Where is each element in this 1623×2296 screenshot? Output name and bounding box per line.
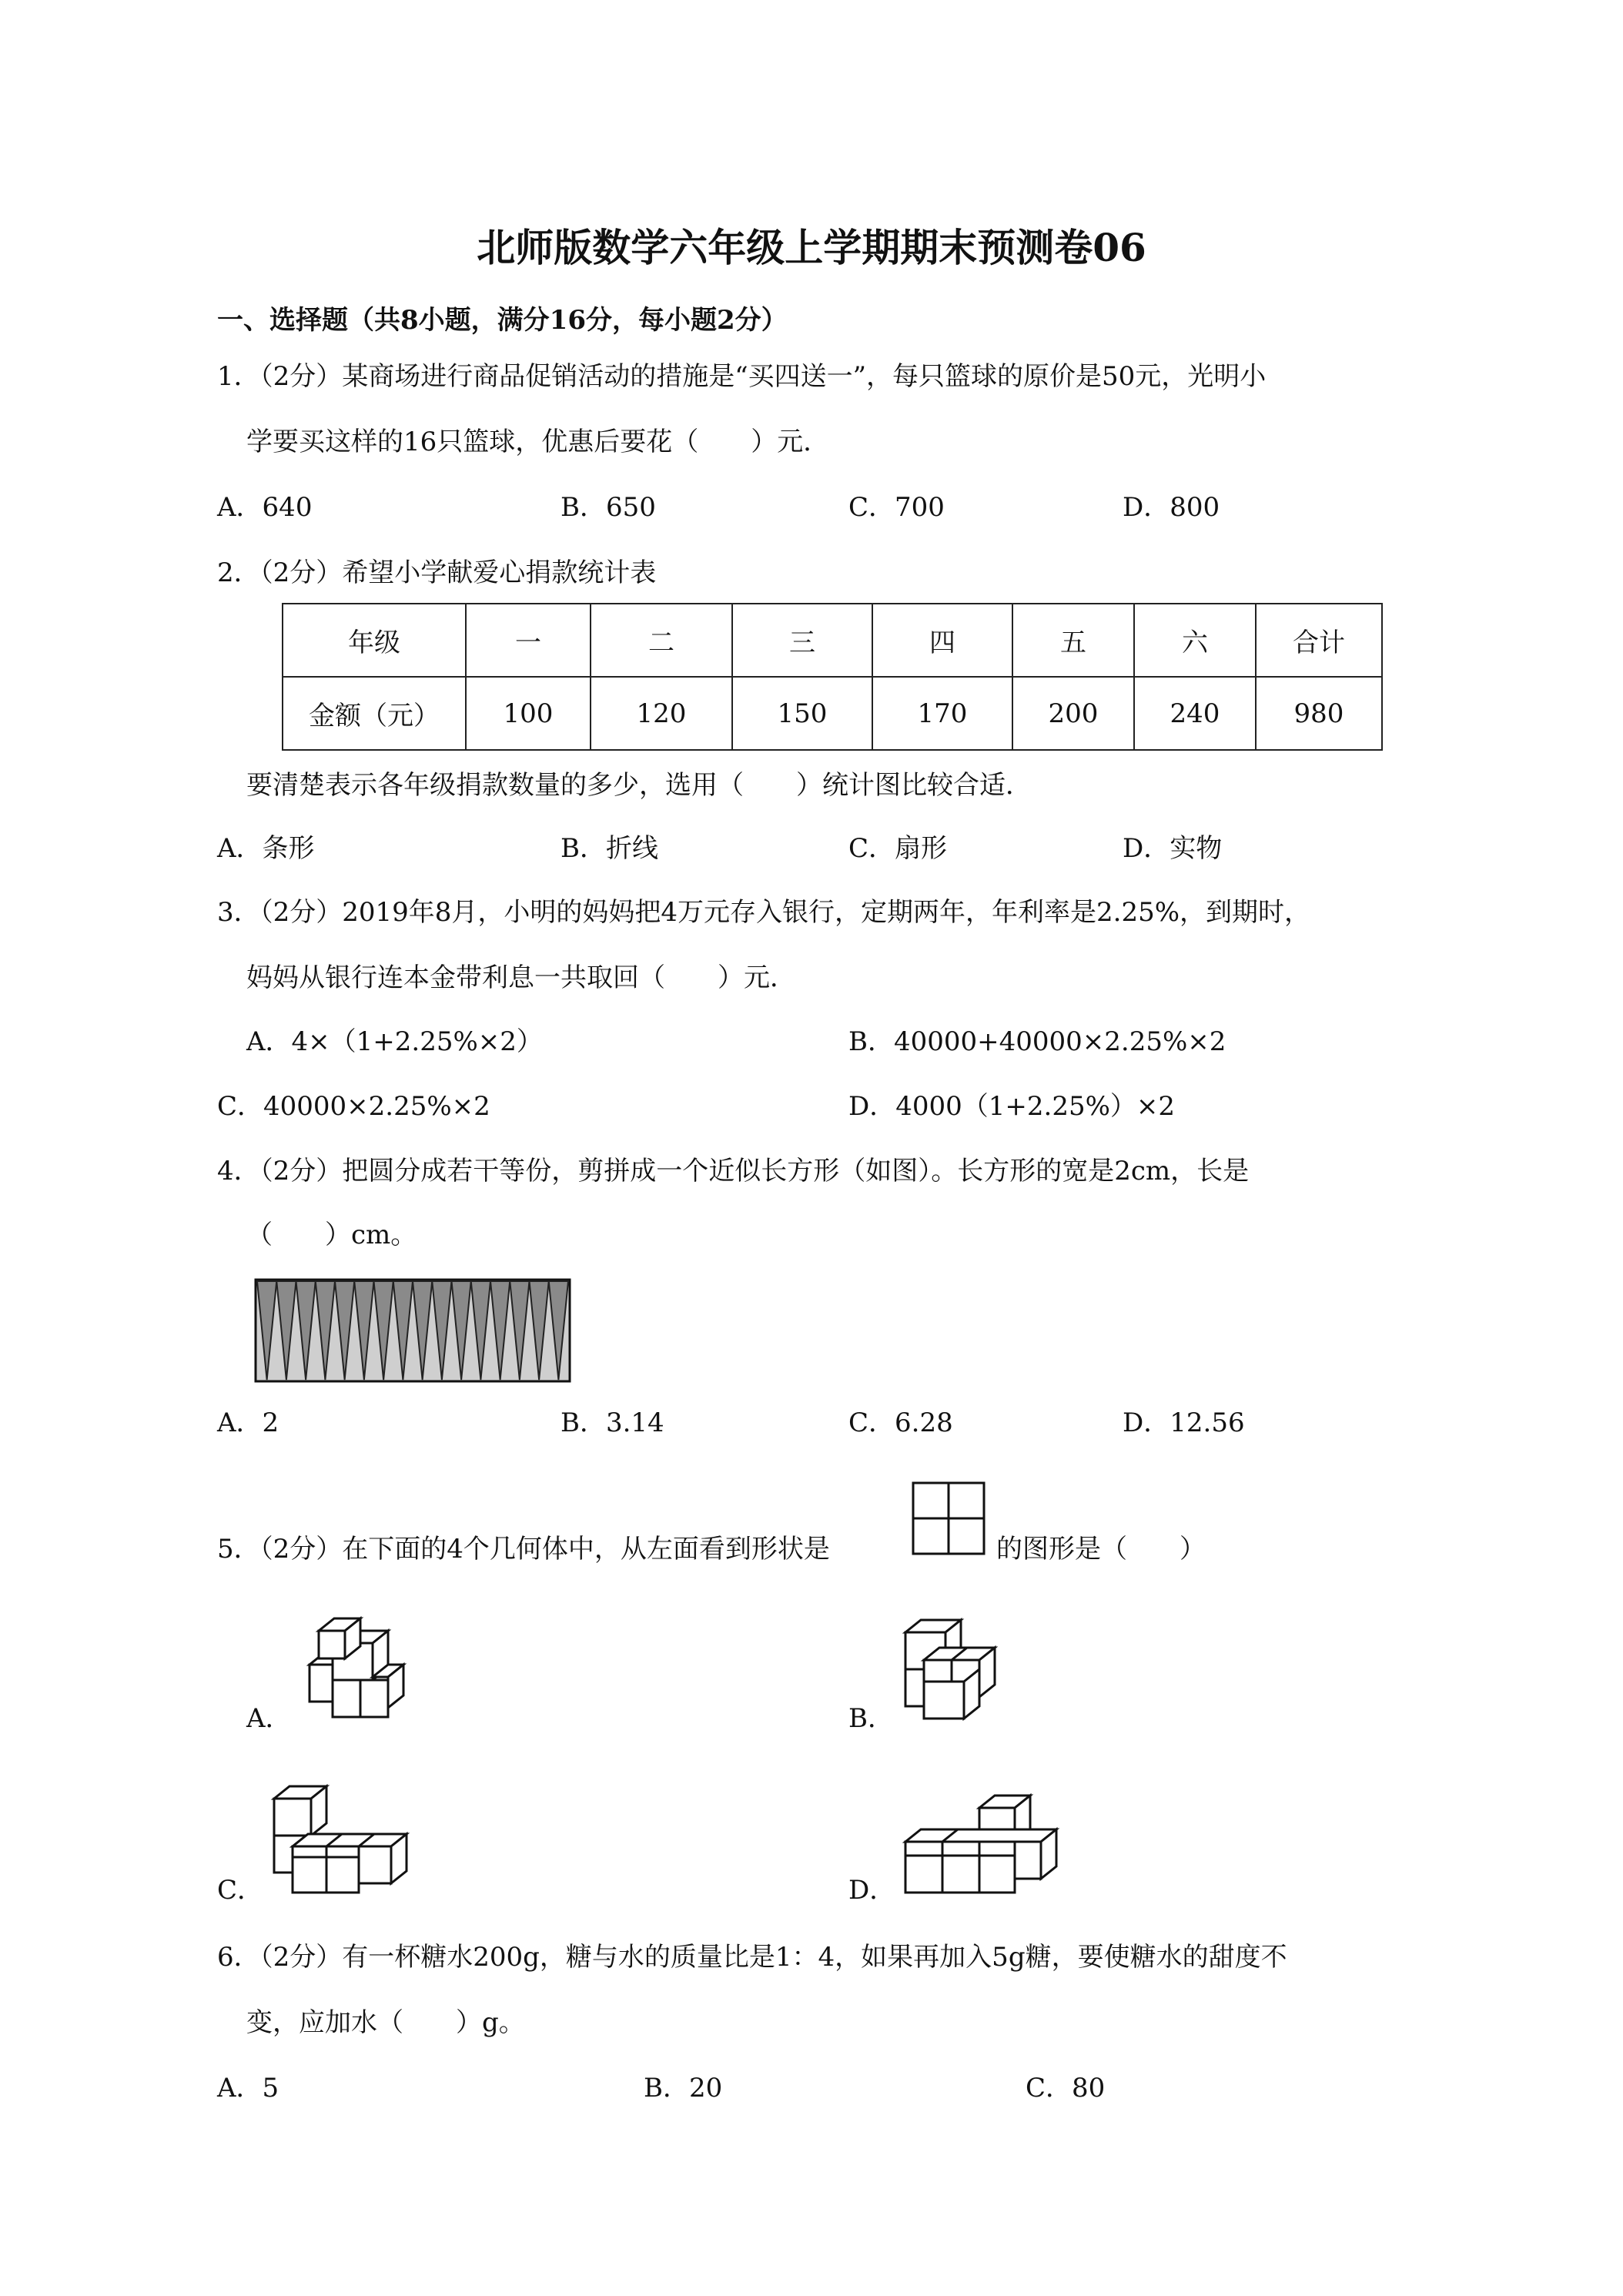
- q5-option-c[interactable]: C．: [217, 1875, 264, 1906]
- q6-option-a[interactable]: A．5: [217, 2073, 279, 2104]
- table-cell: 合计: [1256, 604, 1382, 677]
- q4-option-d[interactable]: D．12.56: [1123, 1407, 1245, 1438]
- donation-table: [282, 603, 1383, 751]
- circle-rectangle-figure: [254, 1278, 571, 1383]
- q5-option-d[interactable]: D．: [848, 1875, 896, 1906]
- q5-option-a[interactable]: A．: [246, 1703, 292, 1734]
- table-cell: 980: [1256, 677, 1382, 750]
- q1-option-d[interactable]: D．800: [1123, 492, 1220, 523]
- q3-stem-line2: 妈妈从银行连本金带利息一共取回（ ）元．: [246, 962, 796, 993]
- solid-figure-c: [271, 1783, 413, 1896]
- table-cell: 年级: [283, 604, 466, 677]
- q6-option-b[interactable]: B．20: [644, 2073, 723, 2104]
- table-cell: 四: [872, 604, 1012, 677]
- q5-stem-part1: 5．（2分）在下面的4个几何体中，从左面看到形状是: [217, 1534, 830, 1565]
- q2-stem-line1: 2．（2分）希望小学献爱心捐款统计表: [217, 557, 657, 588]
- table-row: [283, 604, 1382, 677]
- table-cell: 二: [591, 604, 732, 677]
- table-cell: 170: [872, 677, 1012, 750]
- q2-option-a[interactable]: A．条形: [217, 833, 315, 864]
- table-cell: 三: [732, 604, 872, 677]
- q5-stem-part2: 的图形是（ ）: [996, 1534, 1206, 1565]
- q2-option-c[interactable]: C．扇形: [848, 833, 948, 864]
- q3-option-d[interactable]: D．4000（1+2.25%）×2: [848, 1091, 1176, 1122]
- table-cell: 五: [1012, 604, 1134, 677]
- table-cell: 150: [732, 677, 872, 750]
- q5-option-b[interactable]: B．: [848, 1703, 894, 1734]
- table-cell: 一: [466, 604, 591, 677]
- q1-option-b[interactable]: B．650: [561, 492, 656, 523]
- q6-stem-line2: 变，应加水（ ）g。: [246, 2007, 525, 2038]
- q4-option-c[interactable]: C．6.28: [848, 1407, 953, 1438]
- q3-stem-line1: 3．（2分）2019年8月，小明的妈妈把4万元存入银行，定期两年，年利率是2.25%，到期时，: [217, 897, 1311, 928]
- table-cell: 100: [466, 677, 591, 750]
- q4-stem-line1: 4．（2分）把圆分成若干等份，剪拼成一个近似长方形（如图）。长方形的宽是2cm，长是: [217, 1156, 1250, 1186]
- solid-figure-d: [902, 1792, 1061, 1896]
- table-cell: 200: [1012, 677, 1134, 750]
- q6-stem-line1: 6．（2分）有一杯糖水200g，糖与水的质量比是1：4，如果再加入5g糖，要使糖水的甜度不: [217, 1942, 1287, 1973]
- table-cell: 六: [1134, 604, 1256, 677]
- q3-option-b[interactable]: B．40000+40000×2.25%×2: [848, 1026, 1226, 1057]
- table-cell: 240: [1134, 677, 1256, 750]
- page-title: 北师版数学六年级上学期期末预测卷06: [477, 225, 1146, 270]
- q4-stem-line2: （ ）cm。: [246, 1220, 417, 1250]
- q1-stem-line2: 学要买这样的16只篮球，优惠后要花（ ）元．: [246, 427, 830, 457]
- table-row: [283, 677, 1382, 750]
- q3-option-c[interactable]: C．40000×2.25%×2: [217, 1091, 490, 1122]
- q3-option-a[interactable]: A．4×（1+2.25%×2）: [246, 1026, 543, 1057]
- q1-stem-line1: 1．（2分）某商场进行商品促销活动的措施是“买四送一”，每只篮球的原价是50元，光明小: [217, 361, 1267, 392]
- q2-option-b[interactable]: B．折线: [561, 833, 658, 864]
- q4-option-a[interactable]: A．2: [217, 1407, 279, 1438]
- q2-stem-line2: 要清楚表示各年级捐款数量的多少，选用（ ）统计图比较合适．: [246, 770, 1032, 801]
- solid-figure-b: [902, 1614, 1007, 1722]
- q1-option-c[interactable]: C．700: [848, 492, 945, 523]
- table-cell: 金额（元）: [283, 677, 466, 750]
- left-view-2x2-squares: [912, 1481, 986, 1555]
- table-cell: 120: [591, 677, 732, 750]
- q6-option-c[interactable]: C．80: [1026, 2073, 1106, 2104]
- solid-figure-a: [299, 1615, 403, 1722]
- q4-option-b[interactable]: B．3.14: [561, 1407, 664, 1438]
- q1-option-a[interactable]: A．640: [217, 492, 313, 523]
- q2-option-d[interactable]: D．实物: [1123, 833, 1223, 864]
- section-heading: 一、选择题（共8小题，满分16分，每小题2分）: [217, 305, 788, 336]
